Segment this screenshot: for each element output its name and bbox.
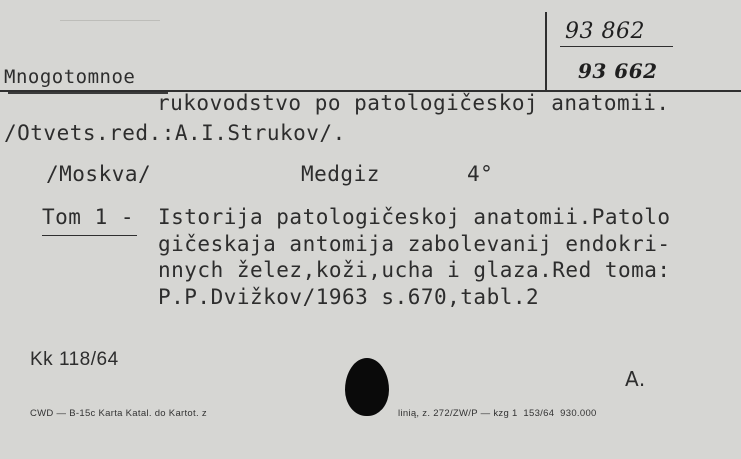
card-footer: CWD — B-15c Karta Katal. do Kartot. z bbox=[30, 408, 207, 419]
volume-line-2: gičeskaja antomija zabolevanij endokri- bbox=[158, 232, 671, 256]
volume-line-4: P.P.Dvižkov/1963 s.670,tabl.2 bbox=[158, 285, 540, 309]
volume-line-3: nnych želez,koži,ucha i glaza.Red toma: bbox=[158, 258, 671, 282]
volume-underline bbox=[42, 235, 137, 236]
responsible-editor: /Otvets.red.:A.I.Strukov/. bbox=[4, 121, 346, 145]
heading-underline bbox=[8, 92, 168, 94]
volume-line-1: Istorija patologičeskoj anatomii.Patolo bbox=[158, 205, 671, 229]
shelfmark: Kk 118/64 bbox=[30, 349, 119, 370]
ghost-mark bbox=[60, 20, 160, 21]
call-number-2: 93 662 bbox=[578, 59, 658, 83]
punch-hole bbox=[345, 358, 389, 416]
title-continuation: rukovodstvo po patologičeskoj anatomii. bbox=[157, 91, 670, 115]
card-heading: Mnogotomnoe bbox=[4, 66, 136, 88]
vertical-rule bbox=[545, 12, 547, 90]
call-number-1: 93 862 bbox=[565, 19, 645, 44]
letter-mark: A. bbox=[625, 367, 646, 391]
call-number-rule bbox=[560, 46, 673, 47]
publisher: Medgiz bbox=[301, 162, 380, 186]
card-footer-tail: linią, z. 272/ZW/P — kzg 1 153/64 930.000 bbox=[398, 408, 597, 419]
volume-label: Tom 1 - bbox=[42, 205, 135, 229]
place: /Moskva/ bbox=[46, 162, 152, 186]
format: 4° bbox=[467, 162, 494, 186]
